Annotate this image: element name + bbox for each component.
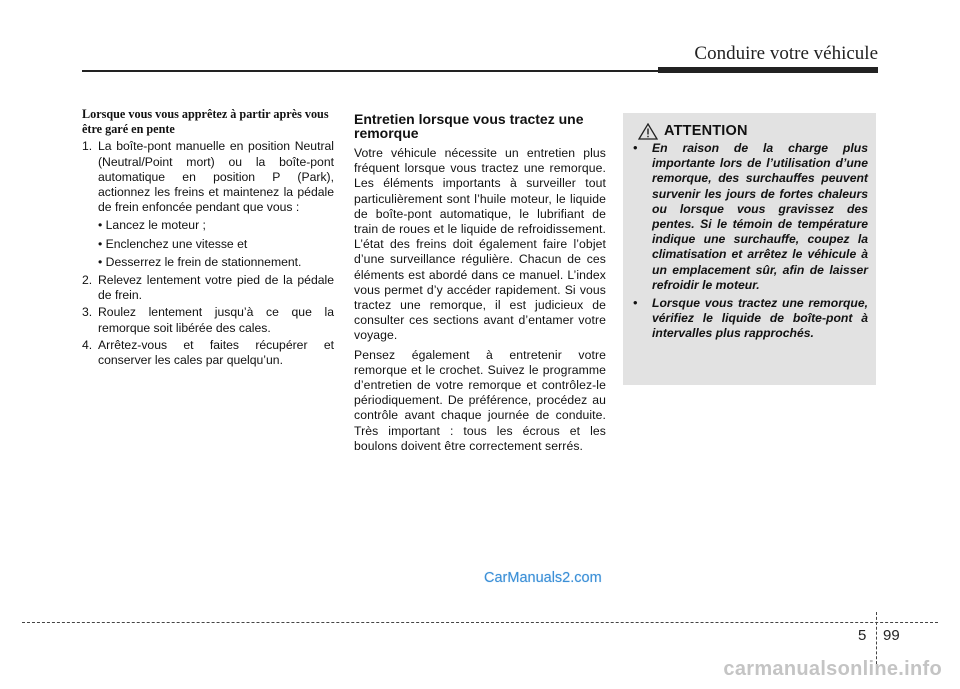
step-item [82, 139, 334, 270]
left-column [82, 107, 334, 370]
step-number: 2. [82, 273, 93, 288]
warning-text: En raison de la charge plus importante lors de l’utilisation d’une remorque, des surchauffes peuvent survenir les jours de fortes chaleurs ou lorsque vous gravissez des pentes. Si le témoin de température indique une surchauffe, coupez la climatisation et arrêtez le véhicule à un emplacement sûr, afin de laisser refroidir le moteur. [652, 141, 868, 292]
page-header-title: Conduire votre véhicule [694, 43, 878, 64]
warning-item [633, 296, 868, 342]
step-bullets [98, 218, 334, 270]
section-heading: Entretien lorsque vous tractez une remorque [354, 111, 584, 141]
step-number: 1. [82, 139, 93, 154]
warning-box [623, 113, 876, 385]
left-subheading: Lorsque vous vous apprêtez à partir après vous être garé en pente [82, 107, 329, 137]
site-watermark[interactable]: carmanualsonline.info [723, 658, 942, 680]
warning-text: Lorsque vous tractez une remorque, vérifiez le liquide de boîte-pont à intervalles plus rapprochés. [652, 296, 868, 341]
carmanuals-watermark[interactable]: CarManuals2.com [484, 570, 602, 586]
bullet-item: • Enclenchez une vitesse et [98, 236, 248, 251]
warning-title: ATTENTION [664, 123, 748, 139]
paragraph: Pensez également à entretenir votre remorque et le crochet. Suivez le programme d’entretien de votre remorque et contrôlez-le périodiquement. De préférence, procédez au contrôle avant chaque journée de conduite. Très important : tous les écrous et les boulons doivent être correctement serrés. [354, 347, 606, 453]
bullet-item: • Lancez le moteur ; [98, 218, 206, 233]
warning-triangle-icon [638, 123, 658, 140]
bullet-item: • Desserrez le frein de stationnement. [98, 254, 302, 269]
step-item [82, 273, 334, 303]
step-text: La boîte-pont manuelle en position Neutral (Neutral/Point mort) ou la boîte-pont automatique en position P (Park), actionnez les freins et maintenez la pédale de frein enfoncée pendant que vous : [98, 139, 334, 215]
header-rule-thin [82, 70, 659, 72]
bullet-dot: • [633, 141, 638, 155]
step-text: Roulez lentement jusqu’à ce que la remorque soit libérée des cales. [98, 305, 334, 335]
warning-item [633, 141, 868, 293]
page-number: 99 [883, 627, 900, 644]
bullet-dot: • [633, 296, 638, 311]
step-item [82, 305, 334, 335]
step-number: 3. [82, 305, 93, 320]
warning-header [638, 122, 868, 140]
step-item [82, 338, 334, 368]
step-number: 4. [82, 337, 93, 352]
header-rule-thick [658, 67, 878, 73]
section-number: 5 [858, 627, 867, 644]
warning-list [633, 141, 868, 342]
footer-dashed-rule [22, 622, 938, 623]
step-text: Arrêtez-vous et faites récupérer et conserver les cales par quelqu’un. [98, 337, 334, 368]
middle-column [354, 112, 606, 458]
step-text: Relevez lentement votre pied de la pédale de frein. [98, 273, 334, 303]
steps-list [82, 139, 334, 368]
paragraph: Votre véhicule nécessite un entretien plus fréquent lorsque vous tractez une remorque. Les éléments importants à surveiller tout particulièrement sont l’huile moteur, le liquide de boîte-pont automatique, le lubrifiant de train de roues et le liquide de refroidissement. L’état des freins doit également faire l’objet d’une surveillance régulière. Chacun de ces éléments est abordé dans ce manuel. L’index vous permet d’y accéder rapidement. Si vous tractez une remorque, il est judicieux de consulter ces sections avant d’entamer votre voyage. [354, 146, 606, 343]
